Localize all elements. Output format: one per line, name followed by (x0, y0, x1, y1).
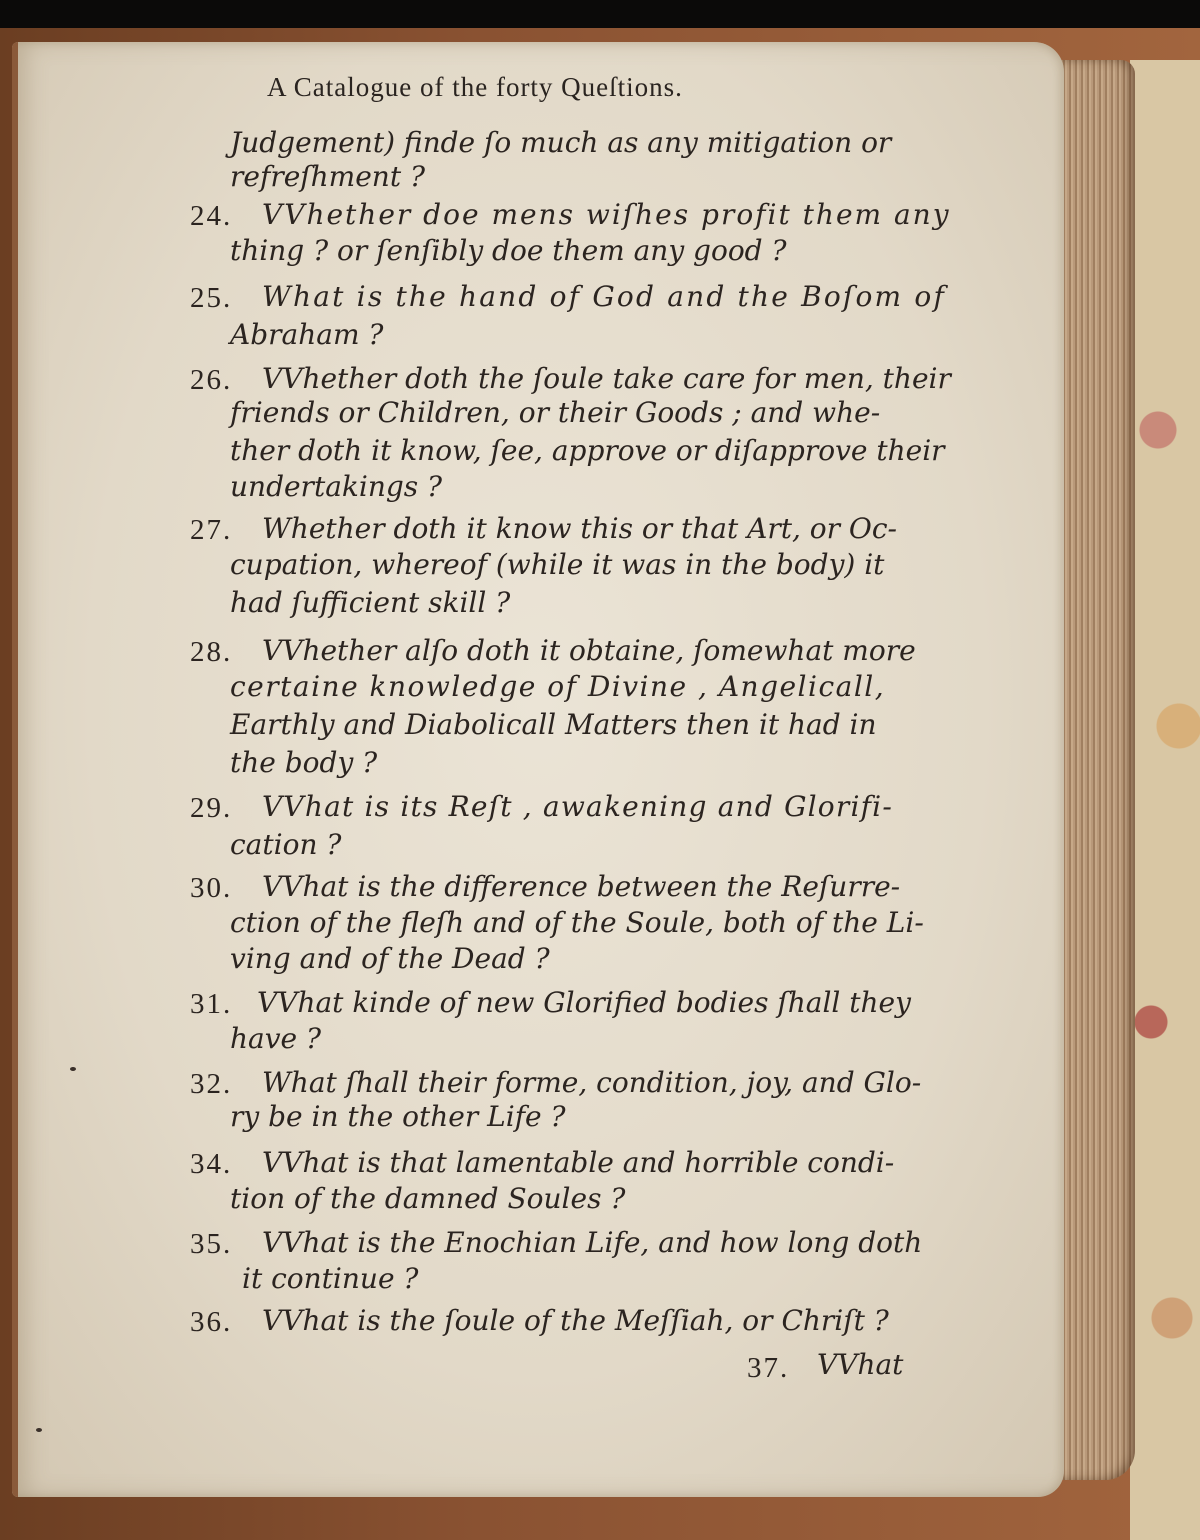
continuation-line: refreſhment ? (230, 160, 425, 193)
question-number: 32. (190, 1068, 233, 1100)
catchword: VVhat (817, 1348, 904, 1381)
question-line: certaine knowledge of Divine , Angelicall, (230, 670, 886, 703)
question-number: 35. (190, 1228, 233, 1260)
question-number: 28. (190, 636, 233, 668)
question-line: VVhat kinde of new Glorified bodies ſhall they (257, 986, 911, 1019)
question-line: had ſufficient skill ? (230, 586, 511, 619)
question-line: VVhether doe mens wiſhes profit them any (262, 198, 951, 231)
question-number: 36. (190, 1306, 233, 1338)
question-line: VVhether alſo doth it obtaine, ſomewhat more (262, 634, 916, 667)
question-number: 27. (190, 514, 233, 546)
question-line: VVhat is its Reſt , awakening and Glorifi- (262, 790, 893, 823)
page-fore-edge (1055, 60, 1135, 1480)
question-line: friends or Children, or their Goods ; and whe- (230, 396, 881, 429)
question-line: the body ? (230, 746, 378, 779)
question-line: VVhat is that lamentable and horrible condi- (262, 1146, 895, 1179)
question-line: VVhat is the Enochian Life, and how long doth (262, 1226, 923, 1259)
question-number: 25. (190, 282, 233, 314)
question-line: Whether doth it know this or that Art, or Oc- (262, 512, 898, 545)
question-number: 29. (190, 792, 233, 824)
running-head: A Catalogue of the forty Queſtions. (267, 72, 683, 102)
marbled-endpaper (1130, 60, 1200, 1540)
question-line: it continue ? (242, 1262, 419, 1295)
question-line: have ? (230, 1022, 322, 1055)
binding-gutter (12, 42, 18, 1497)
continuation-line: Judgement) finde ſo much as any mitigation or (230, 126, 892, 159)
question-line: cation ? (230, 828, 342, 861)
question-line: cupation, whereof (while it was in the body) it (230, 548, 885, 581)
page-speck (36, 1428, 42, 1432)
question-line: undertakings ? (230, 470, 443, 503)
question-line: VVhat is the ſoule of the Meſſiah, or Chriſt ? (262, 1304, 889, 1337)
question-line: ry be in the other Life ? (230, 1100, 566, 1133)
page-speck (70, 1067, 76, 1071)
book-page (12, 42, 1064, 1497)
question-line: VVhether doth the ſoule take care for men, their (262, 362, 951, 395)
question-number: 31. (190, 988, 233, 1020)
question-line: ction of the fleſh and of the Soule, both of the Li- (230, 906, 924, 939)
question-number: 30. (190, 872, 233, 904)
question-line: VVhat is the difference between the Reſurre- (262, 870, 901, 903)
question-line: What is the hand of God and the Boſom of (262, 280, 947, 313)
question-number: 24. (190, 200, 233, 232)
question-line: tion of the damned Soules ? (230, 1182, 626, 1215)
question-number: 34. (190, 1148, 233, 1180)
question-number: 26. (190, 364, 233, 396)
question-line: Earthly and Diabolicall Matters then it had in (230, 708, 877, 741)
question-line: What ſhall their forme, condition, joy, and Glo- (262, 1066, 922, 1099)
catchword-number: 37. (747, 1352, 790, 1384)
question-line: ther doth it know, ſee, approve or diſapprove their (230, 434, 945, 467)
question-line: ving and of the Dead ? (230, 942, 550, 975)
question-line: Abraham ? (230, 318, 384, 351)
question-line: thing ? or ſenſibly doe them any good ? (230, 234, 787, 267)
